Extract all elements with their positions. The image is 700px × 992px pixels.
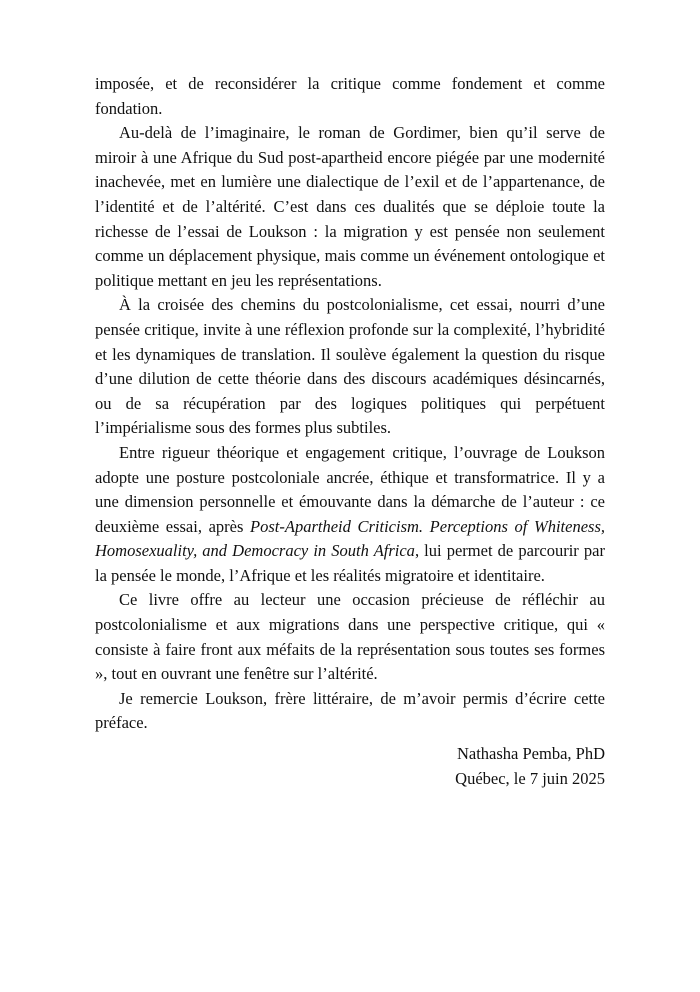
- signature-name: Nathasha Pemba, PhD: [456, 744, 605, 764]
- paragraph-loukson-text-before: Entre rigueur théorique et engagement critique, l’ouvrage de Loukson adopte une posture postcoloniale ancrée, éthique et transformatrice. Il y a une dimension personnelle et émouvante dans la démarche de l’auteur : ce deuxième essai, après: [95, 442, 605, 536]
- paragraph-book-offer: Ce livre offre au lecteur une occasion précieuse de réfléchir au postcolonialisme et aux migrations dans une perspective critique, qui « consiste à faire front aux méfaits de la représentation sous toutes ses formes », tout en ouvrant une fenêtre sur l’altérité.: [95, 590, 605, 684]
- book-title: Post-Apartheid Criticism. Perceptions of Whiteness, Homosexuality, and Democracy in South Africa: [95, 516, 605, 561]
- paragraph-continuation: imposée, et de reconsidérer la critique comme fondement et comme fondation.: [95, 74, 605, 118]
- paragraph-loukson-work: [95, 441, 605, 589]
- paragraph-loukson-text-after: , lui permet de parcourir par la pensée le monde, l’Afrique et les réalités migratoire et identitaire.: [95, 541, 605, 585]
- signature-place-date: Québec, le 7 juin 2025: [455, 768, 605, 788]
- paragraph-postcolonialism: À la croisée des chemins du postcolonialisme, cet essai, nourri d’une pensée critique, invite à une réflexion profonde sur la complexité, l’hybridité et les dynamiques de translation. Il soulève également la question du risque d’une dilution de cette théorie dans des discours académiques désincarnés, ou de sa récupération par des logiques politiques qui perpétuent l’impérialisme sous des formes plus subtiles.: [95, 295, 605, 438]
- signature-block: [95, 742, 605, 791]
- paragraph-thanks: Je remercie Loukson, frère littéraire, de m’avoir permis d’écrire cette préface.: [95, 688, 605, 733]
- document-page: [95, 72, 605, 791]
- paragraph-gordimer: Au-delà de l’imaginaire, le roman de Gordimer, bien qu’il serve de miroir à une Afrique du Sud post-apartheid encore piégée par une modernité inachevée, met en lumière une dialectique de l’exil et de l’appartenance, de l’identité et de l’altérité. C’est dans ces dualités que se déploie toute la richesse de l’essai de Loukson : la migration y est pensée non seulement comme un déplacement physique, mais comme un événement ontologique et politique mettant en jeu les représentations.: [95, 123, 605, 290]
